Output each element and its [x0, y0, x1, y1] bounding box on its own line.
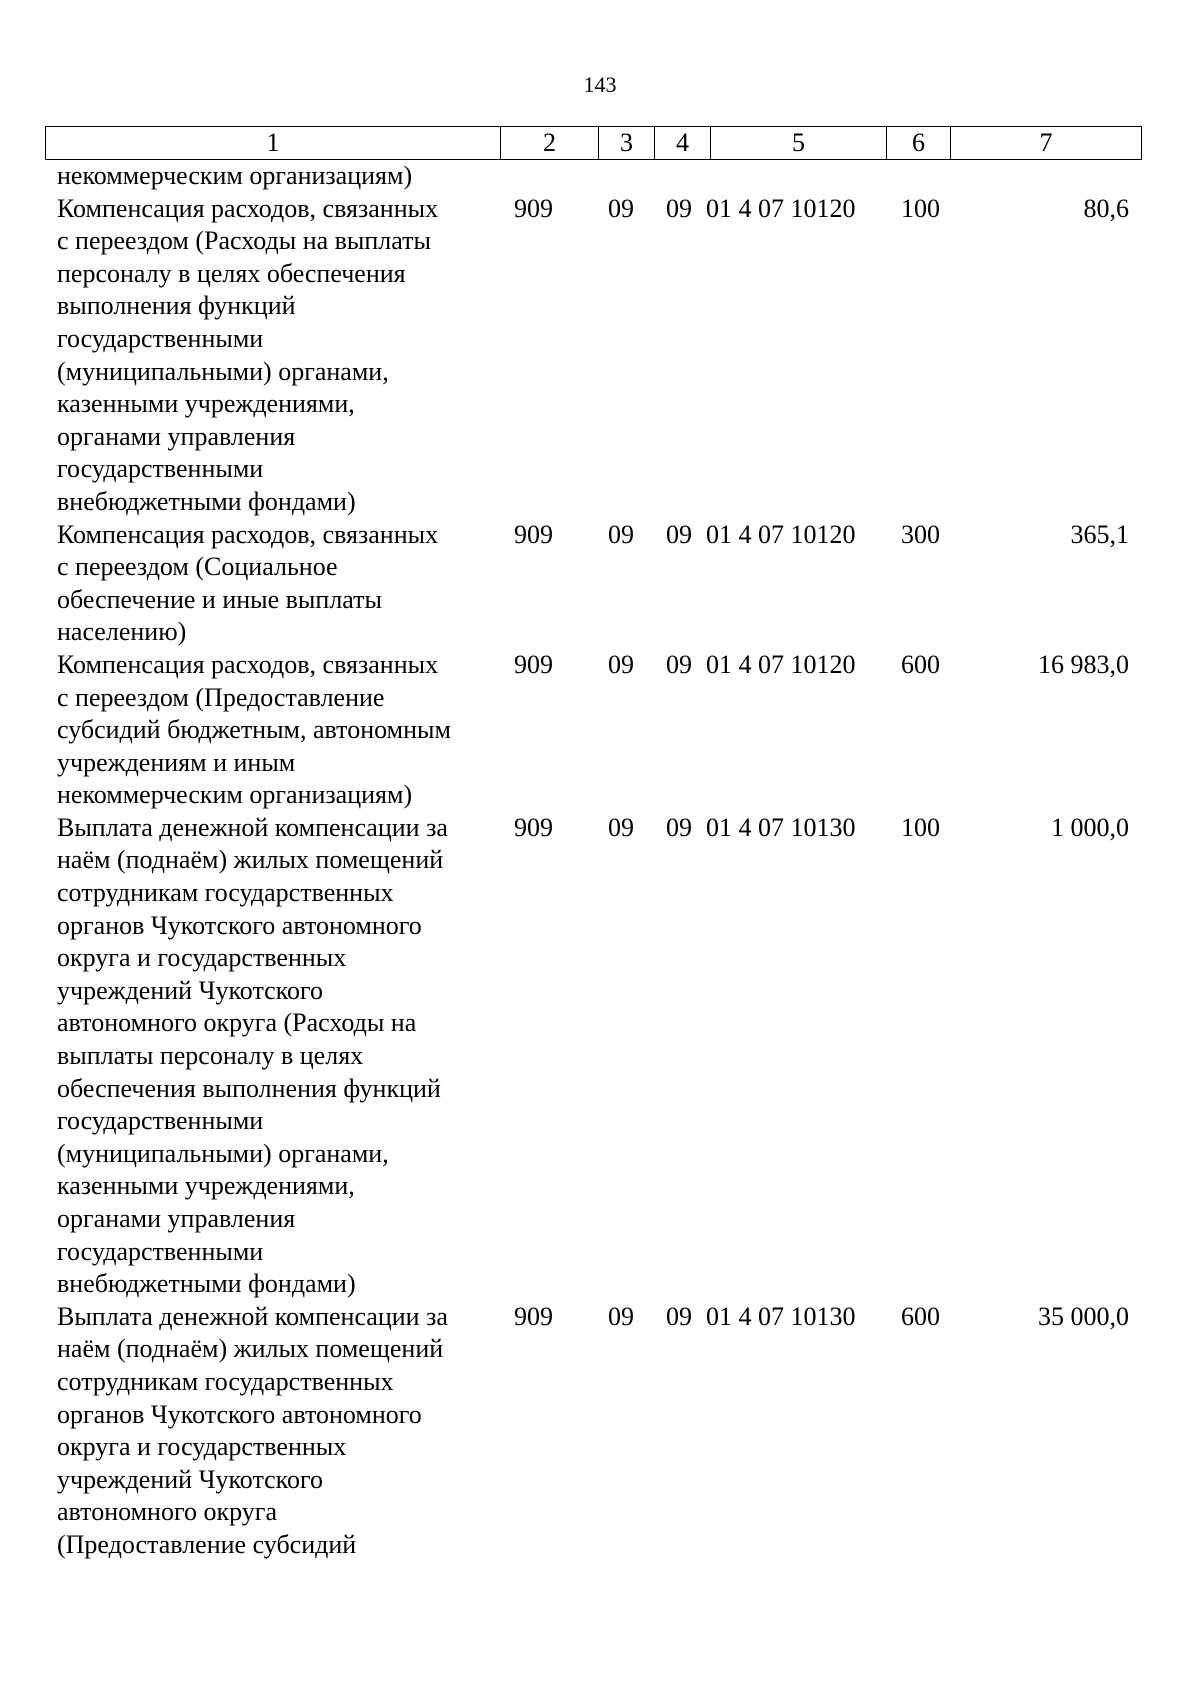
table-row — [45, 649, 1141, 812]
description-line: (муниципальными) органами, — [57, 356, 389, 386]
description-line: Выплата денежной компенсации за — [57, 1301, 448, 1331]
subsection-code: 09 — [666, 812, 692, 842]
section-code: 09 — [608, 519, 634, 549]
expense-description — [45, 160, 500, 193]
expense-description — [45, 649, 500, 812]
section-code: 09 — [608, 193, 634, 223]
table-row — [45, 160, 1141, 193]
column-header-7: 7 — [951, 127, 1142, 160]
description-line: государственными — [57, 1106, 264, 1136]
description-line: Выплата денежной компенсации за — [57, 812, 448, 842]
subsection-code: 09 — [666, 193, 692, 223]
table-row — [45, 193, 1141, 519]
column-header-5: 5 — [711, 127, 887, 160]
column-header-4: 4 — [655, 127, 711, 160]
description-line: Компенсация расходов, связанных — [57, 519, 439, 549]
description-line: сотрудникам государственных — [57, 1366, 394, 1396]
description-line: учреждений Чукотского — [57, 1464, 324, 1494]
section-code: 09 — [608, 1301, 634, 1331]
description-line: автономного округа — [57, 1497, 277, 1527]
page-number: 143 — [583, 72, 617, 97]
description-line: казенными учреждениями, — [57, 389, 355, 419]
table-row — [45, 812, 1141, 1301]
expense-type-code — [890, 160, 964, 193]
description-line: округа и государственных — [57, 1432, 347, 1462]
description-line: Компенсация расходов, связанных — [57, 649, 439, 679]
description-line: государственными — [57, 323, 264, 353]
ministry-code: 909 — [514, 812, 553, 842]
target-item-code: 01 4 07 10120 — [706, 193, 856, 223]
subsection-code: 09 — [666, 519, 692, 549]
description-line: округа и государственных — [57, 943, 347, 973]
description-line: учреждений Чукотского — [57, 975, 324, 1005]
expense-description — [45, 812, 500, 1301]
column-header-3: 3 — [599, 127, 655, 160]
column-header-6: 6 — [887, 127, 951, 160]
budget-table-body — [45, 160, 1141, 1562]
description-line: органов Чукотского автономного — [57, 1399, 422, 1429]
ministry-code: 909 — [514, 193, 553, 223]
description-line: наём (поднаём) жилых помещений — [57, 845, 444, 875]
description-line: с переездом (Социальное — [57, 552, 338, 582]
target-item-code — [698, 160, 890, 193]
expense-description — [45, 519, 500, 649]
target-item-code: 01 4 07 10120 — [706, 519, 856, 549]
amount — [964, 160, 1141, 193]
subsection-code: 09 — [666, 649, 692, 679]
section-code: 09 — [608, 812, 634, 842]
description-line: персоналу в целях обеспечения — [57, 258, 406, 288]
description-line: выплаты персоналу в целях — [57, 1041, 364, 1071]
column-header-1: 1 — [46, 127, 501, 160]
description-line: внебюджетными фондами) — [57, 486, 356, 516]
description-line: учреждениям и иным — [57, 747, 296, 777]
expense-description — [45, 193, 500, 519]
description-line: наём (поднаём) жилых помещений — [57, 1334, 444, 1364]
description-line: государственными — [57, 454, 264, 484]
description-line: сотрудникам государственных — [57, 878, 394, 908]
description-line: субсидий бюджетным, автономным — [57, 715, 451, 745]
description-line: некоммерческим организациям) — [57, 161, 413, 190]
description-line: казенными учреждениями, — [57, 1171, 355, 1201]
amount: 16 983,0 — [1038, 649, 1129, 679]
description-line: выполнения функций — [57, 291, 296, 321]
description-line: обеспечение и иные выплаты — [57, 584, 382, 614]
target-item-code: 01 4 07 10130 — [706, 812, 856, 842]
target-item-code: 01 4 07 10120 — [706, 649, 856, 679]
table-row — [45, 1301, 1141, 1562]
expense-type-code: 600 — [901, 1301, 940, 1331]
expense-type-code: 100 — [901, 193, 940, 223]
target-item-code: 01 4 07 10130 — [706, 1301, 856, 1331]
amount: 1 000,0 — [1051, 812, 1129, 842]
ministry-code: 909 — [514, 1301, 553, 1331]
column-header-table — [45, 126, 1142, 160]
section-code — [598, 160, 654, 193]
amount: 365,1 — [1070, 519, 1129, 549]
description-line: обеспечения выполнения функций — [57, 1073, 441, 1103]
description-line: внебюджетными фондами) — [57, 1269, 356, 1299]
subsection-code: 09 — [666, 1301, 692, 1331]
description-line: некоммерческим организациям) — [57, 780, 413, 810]
description-line: органов Чукотского автономного — [57, 910, 422, 940]
ministry-code — [500, 160, 598, 193]
column-header-row — [46, 127, 1142, 160]
description-line: (Предоставление субсидий — [57, 1529, 357, 1559]
description-line: органами управления — [57, 421, 296, 451]
expense-description — [45, 1301, 500, 1562]
expense-type-code: 600 — [901, 649, 940, 679]
description-line: населению) — [57, 617, 187, 647]
column-header-2: 2 — [501, 127, 599, 160]
description-line: Компенсация расходов, связанных — [57, 193, 439, 223]
description-line: органами управления — [57, 1204, 296, 1233]
description-line: с переездом (Предоставление — [57, 682, 385, 712]
section-code: 09 — [608, 649, 634, 679]
ministry-code: 909 — [514, 519, 553, 549]
expense-type-code: 100 — [901, 812, 940, 842]
amount: 35 000,0 — [1038, 1301, 1129, 1331]
description-line: государственными — [57, 1236, 264, 1266]
description-line: автономного округа (Расходы на — [57, 1008, 417, 1038]
expense-type-code: 300 — [901, 519, 940, 549]
amount: 80,6 — [1083, 193, 1129, 223]
table-row — [45, 519, 1141, 649]
subsection-code — [654, 160, 698, 193]
description-line: с переездом (Расходы на выплаты — [57, 226, 431, 256]
description-line: (муниципальными) органами, — [57, 1138, 389, 1168]
ministry-code: 909 — [514, 649, 553, 679]
